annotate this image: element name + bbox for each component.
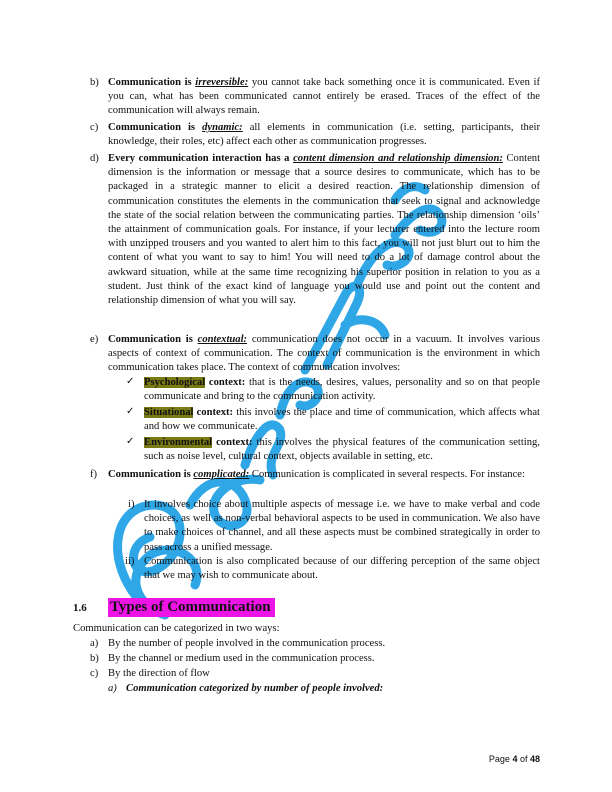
way-label: b) bbox=[90, 653, 99, 664]
item-e-text: communication does not occur in a vacuum. It involves various aspects of context of communication. The context of communication is the environment in which communication takes place. The context of communication involves: bbox=[108, 334, 540, 374]
complication-label: ii) bbox=[125, 556, 135, 567]
item-b-text: you cannot take back something once it is communicated. Even if you can, what has been communicated cannot entirely be erased. Traces of the effect of the communication will always remain. bbox=[108, 77, 540, 117]
section-number: 1.6 bbox=[73, 602, 87, 614]
footer-total: 48 bbox=[529, 754, 540, 764]
footer-page: 4 bbox=[512, 754, 518, 764]
complication-item: It involves choice about multiple aspects of message i.e. we have to make verbal and code choices, as well as non-verbal behavioral aspects to be used in communication. We also have to make choices of channel, and all these aspects must be combined strategically in order to pass across a unified message. bbox=[144, 499, 540, 553]
footer-of: of bbox=[517, 754, 530, 764]
item-f-key: complicated: bbox=[193, 469, 250, 480]
item-c-key: dynamic: bbox=[202, 122, 243, 133]
item-f-text: Communication is complicated in several respects. For instance: bbox=[249, 469, 525, 480]
item-d-text: Content dimension is the information or message that a source desires to communicate, which has to be packaged in a strategic manner to elicit a desired reaction. The relationship dimension of communication constitutes the elements in the communication that seek to signal and acknowledge the state of the social relation between the communicating parties. The relationship dimension ‘oils’ the attainment of communication goals. For instance, if your lecturer entered into the lecture room with unzipped trousers and you wanted to alert him to this fact, you will not just blurt out to him the content of what you want to say to him! You will need to do a lot of damage control about the awkward situation, while at the same time recognizing his superior position in relation to you as a student. Just think of the exact kind of language you would use and point out the content and relationship dimension of what you will say. bbox=[108, 153, 541, 307]
item-e-lead: Communication is bbox=[108, 334, 198, 345]
item-f-lead: Communication is bbox=[108, 469, 194, 480]
page-footer bbox=[489, 754, 540, 764]
complication-item: Communication is also complicated because of our differing perception of the same object that we may wish to communicate about. bbox=[144, 556, 540, 582]
item-b-key: irreversible: bbox=[195, 77, 249, 88]
item-b-label: b) bbox=[90, 77, 99, 88]
context-situational bbox=[144, 406, 540, 434]
context-highlight: Environmental bbox=[144, 437, 213, 448]
way-item: By the channel or medium used in the communication process. bbox=[108, 653, 375, 664]
item-b-lead: Communication is bbox=[108, 77, 196, 88]
item-d-key: content dimension and relationship dimension: bbox=[293, 153, 503, 164]
context-environmental bbox=[144, 436, 540, 464]
way-item: By the direction of flow bbox=[108, 668, 210, 679]
subsection-label: a) bbox=[108, 683, 117, 694]
item-d-lead: Every communication interaction has a bbox=[108, 153, 294, 164]
item-b-paragraph bbox=[108, 76, 540, 119]
subsection-heading: Communication categorized by number of people involved: bbox=[126, 683, 384, 694]
item-c-text: all elements in communication (i.e. setting, participants, their knowledge, their roles, etc) affect each other as communication progresses. bbox=[108, 122, 540, 148]
section-title: Types of Communication bbox=[108, 598, 275, 617]
item-c-lead: Communication is bbox=[108, 122, 203, 133]
context-bold: context: bbox=[205, 377, 246, 388]
footer-prefix: Page bbox=[488, 754, 513, 764]
item-f-paragraph bbox=[108, 468, 540, 482]
item-d-paragraph bbox=[108, 152, 540, 308]
context-psychological bbox=[144, 376, 540, 404]
complication-label: i) bbox=[128, 499, 135, 510]
context-highlight: Psychological bbox=[144, 377, 206, 388]
context-bold: context: bbox=[193, 407, 234, 418]
section-intro: Communication can be categorized in two ways: bbox=[73, 623, 280, 634]
check-icon: ✓ bbox=[126, 436, 135, 447]
item-c-label: c) bbox=[90, 122, 99, 133]
way-label: c) bbox=[90, 668, 99, 679]
item-c-paragraph bbox=[108, 121, 540, 149]
item-d-label: d) bbox=[90, 153, 99, 164]
check-icon: ✓ bbox=[126, 406, 135, 417]
context-text: this involves the physical features of the communication setting, such as noise level, cultural context, objects available in setting, etc. bbox=[144, 437, 540, 463]
way-label: a) bbox=[90, 638, 99, 649]
context-bold: context: bbox=[212, 437, 253, 448]
item-e-paragraph bbox=[108, 333, 540, 376]
item-e-key: contextual: bbox=[197, 334, 248, 345]
context-highlight: Situational bbox=[144, 407, 194, 418]
item-f-label: f) bbox=[90, 469, 98, 480]
context-text: that is the needs, desires, values, personality and so on that people communicate and bring to the communication activity. bbox=[144, 377, 540, 403]
way-item: By the number of people involved in the communication process. bbox=[108, 638, 386, 649]
check-icon: ✓ bbox=[126, 376, 135, 387]
context-text: this involves the place and time of communication, which affects what and how we communicate. bbox=[144, 407, 540, 433]
item-e-label: e) bbox=[90, 334, 99, 345]
